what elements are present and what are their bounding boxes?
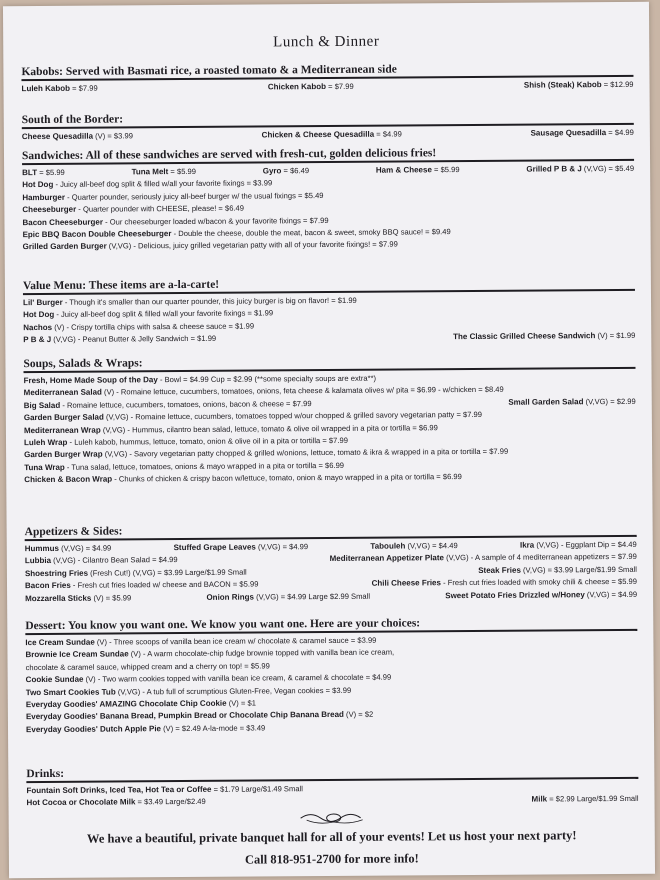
item-name: Cookie Sundae xyxy=(25,674,84,685)
item-name: Sausage Quesadilla xyxy=(530,128,607,138)
menu-line xyxy=(22,79,634,96)
item-name: Tuna Wrap xyxy=(24,462,65,472)
item-description-price: = $3.49 Large/$2.49 xyxy=(135,797,206,807)
section-south-of-the-border xyxy=(22,110,634,144)
menu-item xyxy=(174,541,309,554)
item-name: Hot Dog xyxy=(22,180,54,190)
item-name: Garden Burger Wrap xyxy=(24,450,103,460)
item-name: Big Salad xyxy=(23,400,61,410)
item-name: Steak Fries xyxy=(478,565,521,575)
item-description-price: chocolate & caramel sauce, whipped cream and a cherry on top! = $5.99 xyxy=(25,661,270,672)
item-name: Two Smart Cookies Tub xyxy=(25,687,116,697)
item-description-price: = $5.99 xyxy=(37,167,65,178)
menu-item xyxy=(23,239,398,254)
item-name: Tabouleh xyxy=(370,541,406,551)
item-name: Shoestring Fries xyxy=(24,568,89,578)
item-name: Everyday Goodies' AMAZING Chocolate Chip Cookie xyxy=(25,698,227,710)
menu-item xyxy=(22,83,98,96)
item-name: Fresh, Home Made Soup of the Day xyxy=(23,375,158,386)
item-name: Chicken & Bacon Wrap xyxy=(24,474,113,485)
item-description-price: = $4.99 xyxy=(606,127,634,138)
item-description-price: (V,VG) - Hummus, cilantro bean salad, lettuce, tomato & olive oil wrapped in a pita or tortilla = $6.99 xyxy=(100,422,438,435)
item-description-price: - Romaine lettuce, cucumbers, tomatoes, onions, bacon & cheese = $7.99 xyxy=(60,398,312,410)
item-name: Cheeseburger xyxy=(22,204,77,215)
menu-item xyxy=(524,79,634,92)
item-description-price: (V,VG) = $4.99 xyxy=(255,542,309,552)
item-description-price: (V) - Crispy tortilla chips with salsa & cheese sauce = $1.99 xyxy=(52,321,255,332)
item-name: Mediterranean Appetizer Plate xyxy=(329,553,445,564)
item-name: Chicken Kabob xyxy=(267,82,327,92)
menu-item xyxy=(532,793,639,806)
item-name: Small Garden Salad xyxy=(508,397,584,407)
item-description-price: = $5.99 xyxy=(431,165,460,175)
item-name: Ikra xyxy=(519,540,535,550)
menu-item xyxy=(526,163,634,176)
item-description-price: - Quarter pounder with CHEESE, please! = $6.49 xyxy=(76,203,245,214)
item-name: BLT xyxy=(22,168,38,178)
flourish-ornament-icon xyxy=(299,810,369,826)
section-heading: Sandwiches: All of these sandwiches are served with fresh-cut, golden delicious fries! xyxy=(22,146,634,165)
item-description-price: = $7.99 xyxy=(326,81,354,92)
item-name: Mozzarella Sticks xyxy=(25,593,92,603)
item-description-price: = $7.99 xyxy=(69,83,98,93)
item-description-price: (V) = $1.99 xyxy=(595,331,636,341)
section-dessert xyxy=(25,616,638,737)
section-heading: Drinks: xyxy=(26,764,638,783)
item-description-price: - Fresh cut fries loaded with smoky chili & cheese = $5.99 xyxy=(440,577,638,588)
menu-title: Lunch & Dinner xyxy=(273,33,380,51)
item-description-price: - Juicy all-beef dog split & filled w/all your favorite fixings = $1.99 xyxy=(54,308,274,320)
menu-item xyxy=(453,330,635,344)
item-name: Grilled Garden Burger xyxy=(22,241,107,252)
item-description-price: - Though it's smaller than our quarter pounder, this juicy burger is big on flavor! = $1.99 xyxy=(62,295,357,307)
section-appetizers-sides xyxy=(25,522,638,605)
item-description-price: (V,VG) = $4.99 xyxy=(58,543,112,553)
item-description-price: (V,VG) - Savory vegetarian patty chopped & grilled w/onions, lettuce, tomato & ikra & wrapped in a pita or tortilla = $7.99 xyxy=(102,447,509,460)
item-name: Hummus xyxy=(24,543,60,554)
menu-item xyxy=(23,320,254,334)
footer-call-line: Call 818-951-2700 for more info! xyxy=(244,851,419,867)
item-description-price: (V) = $3.99 xyxy=(92,131,133,141)
item-name: Ham & Cheese xyxy=(375,165,432,175)
item-name: Tuna Melt xyxy=(131,167,169,177)
section-kabobs xyxy=(21,62,633,96)
item-description-price: (V,VG) = $5.49 xyxy=(581,163,635,174)
item-description-price: (V,VG) - A tub full of scrumptious Gluten-Free, Vegan cookies = $3.99 xyxy=(115,685,352,697)
item-name: Bacon Fries xyxy=(24,581,71,591)
section-value-menu xyxy=(23,276,635,347)
item-name: Lil' Burger xyxy=(23,297,63,308)
menu-item xyxy=(445,588,637,602)
item-description-price: = $5.99 xyxy=(168,166,196,177)
item-description-price: (V) = $2.49 A-la-mode = $3.49 xyxy=(160,723,266,734)
item-name: Lubbia xyxy=(24,556,52,566)
item-name: Mediterranean Salad xyxy=(23,387,102,398)
menu-item xyxy=(478,564,637,578)
item-name: Garden Burger Salad xyxy=(23,412,104,423)
menu-item xyxy=(520,539,637,552)
menu-item xyxy=(262,128,402,141)
item-description-price: = $4.99 xyxy=(374,129,402,139)
item-name: Grilled P B & J xyxy=(526,164,582,174)
item-name: Bacon Cheeseburger xyxy=(22,217,103,227)
section-heading: Soups, Salads & Wraps: xyxy=(23,354,635,373)
section-heading: Appetizers & Sides: xyxy=(25,522,637,541)
menu-item xyxy=(22,167,65,180)
item-name: Nachos xyxy=(23,322,53,332)
item-description-price: (V,VG) = $4.99 xyxy=(584,589,638,599)
item-name: Luleh Kabob xyxy=(21,83,71,94)
menu-item xyxy=(22,190,323,205)
item-name: Everyday Goodies' Dutch Apple Pie xyxy=(25,724,162,734)
item-name: Gyro xyxy=(262,166,282,176)
menu-item xyxy=(25,543,112,556)
menu-item xyxy=(26,709,373,724)
item-description-price: = $12.99 xyxy=(601,79,634,90)
section-heading: Dessert: You know you want one. We know you want one. Here are your choices: xyxy=(25,616,637,635)
item-name: Fountain Soft Drinks, Iced Tea, Hot Tea or Coffee xyxy=(26,784,212,796)
item-name: Stuffed Grape Leaves xyxy=(173,542,256,553)
item-description-price: (V,VG) - Cilantro Bean Salad = $4.99 xyxy=(51,555,178,566)
menu-item xyxy=(23,295,357,310)
item-name: Shish (Steak) Kabob xyxy=(523,80,602,90)
menu-item xyxy=(25,554,178,567)
item-description-price: - Juicy all-beef dog split & filled w/all your favorite fixings = $3.99 xyxy=(53,178,273,190)
menu-item xyxy=(26,796,205,810)
menu-item xyxy=(531,127,634,140)
menu-item xyxy=(376,164,460,177)
item-name: Hot Cocoa or Chocolate Milk xyxy=(26,797,136,808)
section-sandwiches xyxy=(22,146,635,254)
menu-item xyxy=(26,783,303,797)
item-name: Epic BBQ Bacon Double Cheeseburger xyxy=(22,229,172,240)
menu-item xyxy=(25,592,131,605)
menu-item xyxy=(23,333,216,347)
item-description-price: (V,VG) - Delicious, juicy grilled vegetarian patty with all of your favorite fixings! = $7.99 xyxy=(106,239,398,251)
footer-banquet-line: We have a beautiful, private banquet hall for all of your events! Let us host your next party! xyxy=(86,828,577,846)
menu-item xyxy=(22,130,133,143)
item-description-price: = $2.99 Large/$1.99 Small xyxy=(547,794,639,804)
item-description-price: - Luleh kabob, hummus, lettuce, tomato, onion & olive oil in a pita or tortilla = $7.99 xyxy=(67,435,348,447)
item-name: Luleh Wrap xyxy=(23,437,68,448)
menu-item xyxy=(268,81,354,94)
item-description-price: (V) - Romaine lettuce, cucumbers, tomatoes, onions, feta cheese & kalamata olives w/ pita = $6.99 - w/chicken = $8.49 xyxy=(101,385,504,397)
menu-item xyxy=(24,471,462,486)
item-name: Onion Rings xyxy=(206,592,255,602)
menu-line xyxy=(22,127,634,144)
item-description-price: - Fresh cut fries loaded w/ cheese and BACON = $5.99 xyxy=(70,579,259,591)
item-description-price: (V,VG) - Eggplant Dip = $4.49 xyxy=(534,539,637,550)
section-heading: South of the Border: xyxy=(22,110,634,129)
item-name: Mediterranean Wrap xyxy=(23,425,101,435)
item-description-price: (V,VG) - Romaine lettuce, cucumbers, tomatoes topped w/our chopped & grilled savory vegetarian patty = $7.99 xyxy=(103,410,483,422)
item-name: Hot Dog xyxy=(23,310,55,320)
item-description-price: (V) = $5.99 xyxy=(91,593,132,603)
item-description-price: (V,VG) - A sample of 4 mediterranean appetizers = $7.99 xyxy=(443,552,637,563)
menu-page xyxy=(3,2,655,878)
section-soups-salads-wraps xyxy=(23,354,636,487)
menu-item xyxy=(508,396,636,409)
item-description-price: - Tuna salad, lettuce, tomatoes, onions & mayo wrapped in a pita or tortilla = $6.99 xyxy=(64,460,345,472)
item-description-price: (Fresh Cut!) (V,VG) = $3.99 Large/$1.99 Small xyxy=(88,567,247,578)
item-description-price: (V,VG) - Peanut Butter & Jelly Sandwich = $1.99 xyxy=(51,334,217,345)
menu-item xyxy=(263,165,309,178)
menu-item xyxy=(370,540,457,553)
item-name: Hamburger xyxy=(22,192,66,202)
section-heading: Value Menu: These items are a-la-carte! xyxy=(23,276,635,295)
item-description-price: - Quarter pounder, seriously juicy all-beef burger w/ the usual fixings = $5.49 xyxy=(64,190,324,202)
item-description-price: (V) = $1 xyxy=(226,698,256,708)
section-heading: Kabobs: Served with Basmati rice, a roasted tomato & a Mediterranean side xyxy=(21,62,633,81)
item-name: Brownie Ice Cream Sundae xyxy=(25,649,129,660)
item-description-price: = $1.79 Large/$1.49 Small xyxy=(211,784,303,794)
item-description-price: - Our cheeseburger loaded w/bacon & your favorite fixings = $7.99 xyxy=(102,215,329,227)
item-description-price: - Bowl = $4.99 Cup = $2.99 (**some specialty soups are extra**) xyxy=(157,373,377,385)
item-description-price: (V,VG) = $4.49 xyxy=(405,541,458,551)
item-name: Milk xyxy=(531,794,548,805)
item-name: Everyday Goodies' Banana Bread, Pumpkin Bread or Chocolate Chip Banana Bread xyxy=(25,710,344,722)
item-name: Cheese Quesadilla xyxy=(21,131,94,142)
item-description-price: (V) = $2 xyxy=(343,710,374,720)
item-description-price: (V) - A warm chocolate-chip fudge brownie topped with vanilla bean ice cream, xyxy=(128,647,395,659)
item-description-price: = $6.49 xyxy=(281,166,310,176)
item-name: Sweet Potato Fries Drizzled w/Honey xyxy=(445,589,585,600)
menu-item xyxy=(206,590,370,604)
menu-item xyxy=(26,684,351,699)
item-description-price: (V) - Three scoops of vanilla bean ice cream w/ chocolate & caramel sauce = $3.99 xyxy=(94,635,377,647)
item-description-price: (V,VG) = $4.99 Large $2.99 Small xyxy=(253,591,371,602)
menu-item xyxy=(26,722,265,736)
item-name: Ice Cream Sundae xyxy=(25,637,95,648)
item-description-price: (V) - Two warm cookies topped with vanilla bean ice cream, & caramel & chocolate = $4.99 xyxy=(83,672,392,684)
section-drinks xyxy=(26,764,638,810)
menu-item xyxy=(132,166,197,179)
item-description-price: - Chunks of chicken & crispy bacon w/lettuce, tomato, onion & mayo wrapped in a pita or tortilla = $6.99 xyxy=(112,472,462,484)
item-name: Chicken & Cheese Quesadilla xyxy=(261,129,375,140)
item-name: Chili Cheese Fries xyxy=(371,578,441,588)
item-description-price: (V,VG) = $3.99 Large/$1.99 Small xyxy=(520,564,637,575)
item-description-price: - Double the cheese, double the meat, bacon & sweet, smoky BBQ sauce! = $9.49 xyxy=(171,227,451,239)
item-description-price: (V,VG) = $2.99 xyxy=(583,396,636,407)
item-name: P B & J xyxy=(23,335,52,345)
item-name: The Classic Grilled Cheese Sandwich xyxy=(453,331,596,342)
